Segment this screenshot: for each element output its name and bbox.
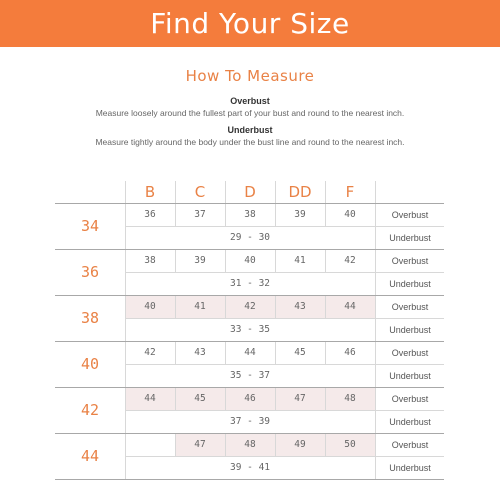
- table-divider: [325, 181, 326, 203]
- overbust-cell: 49: [275, 434, 325, 456]
- table-divider: [325, 250, 326, 272]
- table-divider: [375, 226, 376, 249]
- overbust-cell: 46: [225, 388, 275, 410]
- table-divider: [125, 318, 126, 341]
- table-divider: [275, 204, 276, 226]
- band-size-40: 40: [80, 355, 100, 373]
- overbust-cell: 40: [344, 209, 356, 220]
- overbust-cell: 40: [244, 255, 256, 266]
- underbust-label: Underbust: [389, 233, 431, 243]
- cup-header-b: B: [144, 183, 156, 201]
- table-divider: [225, 434, 226, 456]
- cup-header-d: D: [244, 183, 256, 201]
- overbust-cell: 44: [325, 296, 375, 318]
- table-divider: [125, 272, 126, 295]
- table-divider: [225, 388, 226, 410]
- band-size-34: 34: [80, 217, 100, 235]
- overbust-cell: 42: [344, 255, 356, 266]
- table-divider: [175, 250, 176, 272]
- overbust-cell: 50: [325, 434, 375, 456]
- page-title: Find Your Size: [150, 7, 350, 40]
- underbust-text: Measure tightly around the body under the bust line and round to the nearest inch.: [95, 137, 405, 147]
- underbust-range: 37 - 39: [229, 416, 271, 427]
- overbust-cell: [125, 434, 175, 456]
- overbust-cell: 42: [225, 296, 275, 318]
- overbust-label: Overbust: [391, 394, 429, 404]
- underbust-label: Underbust: [389, 417, 431, 427]
- overbust-cell: 45: [294, 347, 306, 358]
- overbust-cell: 37: [194, 209, 206, 220]
- overbust-cell: 48: [225, 434, 275, 456]
- table-divider: [275, 181, 276, 203]
- overbust-cell: 47: [275, 388, 325, 410]
- table-divider: [125, 388, 126, 410]
- table-bottom-border: [55, 479, 444, 480]
- table-divider: [175, 342, 176, 364]
- band-size-38: 38: [80, 309, 100, 327]
- table-divider: [325, 296, 326, 318]
- overbust-cell: 40: [125, 296, 175, 318]
- table-divider: [275, 388, 276, 410]
- underbust-label: Underbust: [389, 371, 431, 381]
- overbust-label: Overbust: [391, 348, 429, 358]
- table-divider: [275, 250, 276, 272]
- overbust-cell: 47: [175, 434, 225, 456]
- overbust-cell: 45: [175, 388, 225, 410]
- table-divider: [125, 434, 126, 456]
- overbust-cell: 39: [194, 255, 206, 266]
- table-divider: [125, 181, 126, 203]
- overbust-cell: 44: [244, 347, 256, 358]
- underbust-heading: Underbust: [227, 125, 273, 135]
- overbust-cell: 44: [125, 388, 175, 410]
- table-divider: [325, 204, 326, 226]
- table-divider: [175, 296, 176, 318]
- overbust-cell: 46: [344, 347, 356, 358]
- table-divider: [375, 181, 376, 203]
- underbust-label: Underbust: [389, 279, 431, 289]
- table-divider: [275, 434, 276, 456]
- overbust-label: Overbust: [391, 256, 429, 266]
- underbust-label: Underbust: [389, 325, 431, 335]
- how-to-measure-title: How To Measure: [185, 67, 315, 85]
- overbust-heading: Overbust: [230, 96, 270, 106]
- band-size-42: 42: [80, 401, 100, 419]
- table-divider: [225, 250, 226, 272]
- overbust-cell: 39: [294, 209, 306, 220]
- band-size-44: 44: [80, 447, 100, 465]
- table-divider: [175, 434, 176, 456]
- table-divider: [125, 410, 126, 433]
- underbust-range: 35 - 37: [229, 370, 271, 381]
- overbust-cell: 36: [144, 209, 156, 220]
- cup-header-f: F: [345, 183, 355, 201]
- underbust-range: 29 - 30: [229, 232, 271, 243]
- overbust-label: Overbust: [391, 210, 429, 220]
- overbust-cell: 41: [175, 296, 225, 318]
- header-banner: [0, 0, 500, 47]
- table-divider: [325, 342, 326, 364]
- table-divider: [175, 204, 176, 226]
- table-divider: [225, 181, 226, 203]
- table-divider: [125, 250, 126, 272]
- overbust-label: Overbust: [391, 440, 429, 450]
- table-divider: [275, 342, 276, 364]
- table-divider: [375, 318, 376, 341]
- overbust-label: Overbust: [391, 302, 429, 312]
- table-divider: [175, 388, 176, 410]
- table-divider: [125, 364, 126, 387]
- table-divider: [375, 364, 376, 387]
- table-divider: [325, 434, 326, 456]
- table-divider: [125, 226, 126, 249]
- table-divider: [375, 456, 376, 479]
- table-divider: [375, 410, 376, 433]
- overbust-text: Measure loosely around the fullest part of your bust and round to the nearest inch.: [95, 108, 405, 118]
- table-divider: [225, 342, 226, 364]
- table-divider: [225, 204, 226, 226]
- band-size-36: 36: [80, 263, 100, 281]
- table-divider: [375, 272, 376, 295]
- overbust-cell: 38: [144, 255, 156, 266]
- cup-header-c: C: [194, 183, 206, 201]
- table-divider: [275, 296, 276, 318]
- overbust-cell: 42: [144, 347, 156, 358]
- overbust-cell: 38: [244, 209, 256, 220]
- underbust-range: 39 - 41: [229, 462, 271, 473]
- cup-header-dd: DD: [288, 183, 312, 201]
- underbust-label: Underbust: [389, 463, 431, 473]
- table-divider: [225, 296, 226, 318]
- table-divider: [125, 456, 126, 479]
- table-divider: [175, 181, 176, 203]
- table-divider: [125, 342, 126, 364]
- table-divider: [325, 388, 326, 410]
- table-divider: [125, 296, 126, 318]
- overbust-cell: 48: [325, 388, 375, 410]
- overbust-cell: 43: [194, 347, 206, 358]
- table-divider: [125, 204, 126, 226]
- overbust-cell: 41: [294, 255, 306, 266]
- underbust-range: 33 - 35: [229, 324, 271, 335]
- overbust-cell: 43: [275, 296, 325, 318]
- underbust-range: 31 - 32: [229, 278, 271, 289]
